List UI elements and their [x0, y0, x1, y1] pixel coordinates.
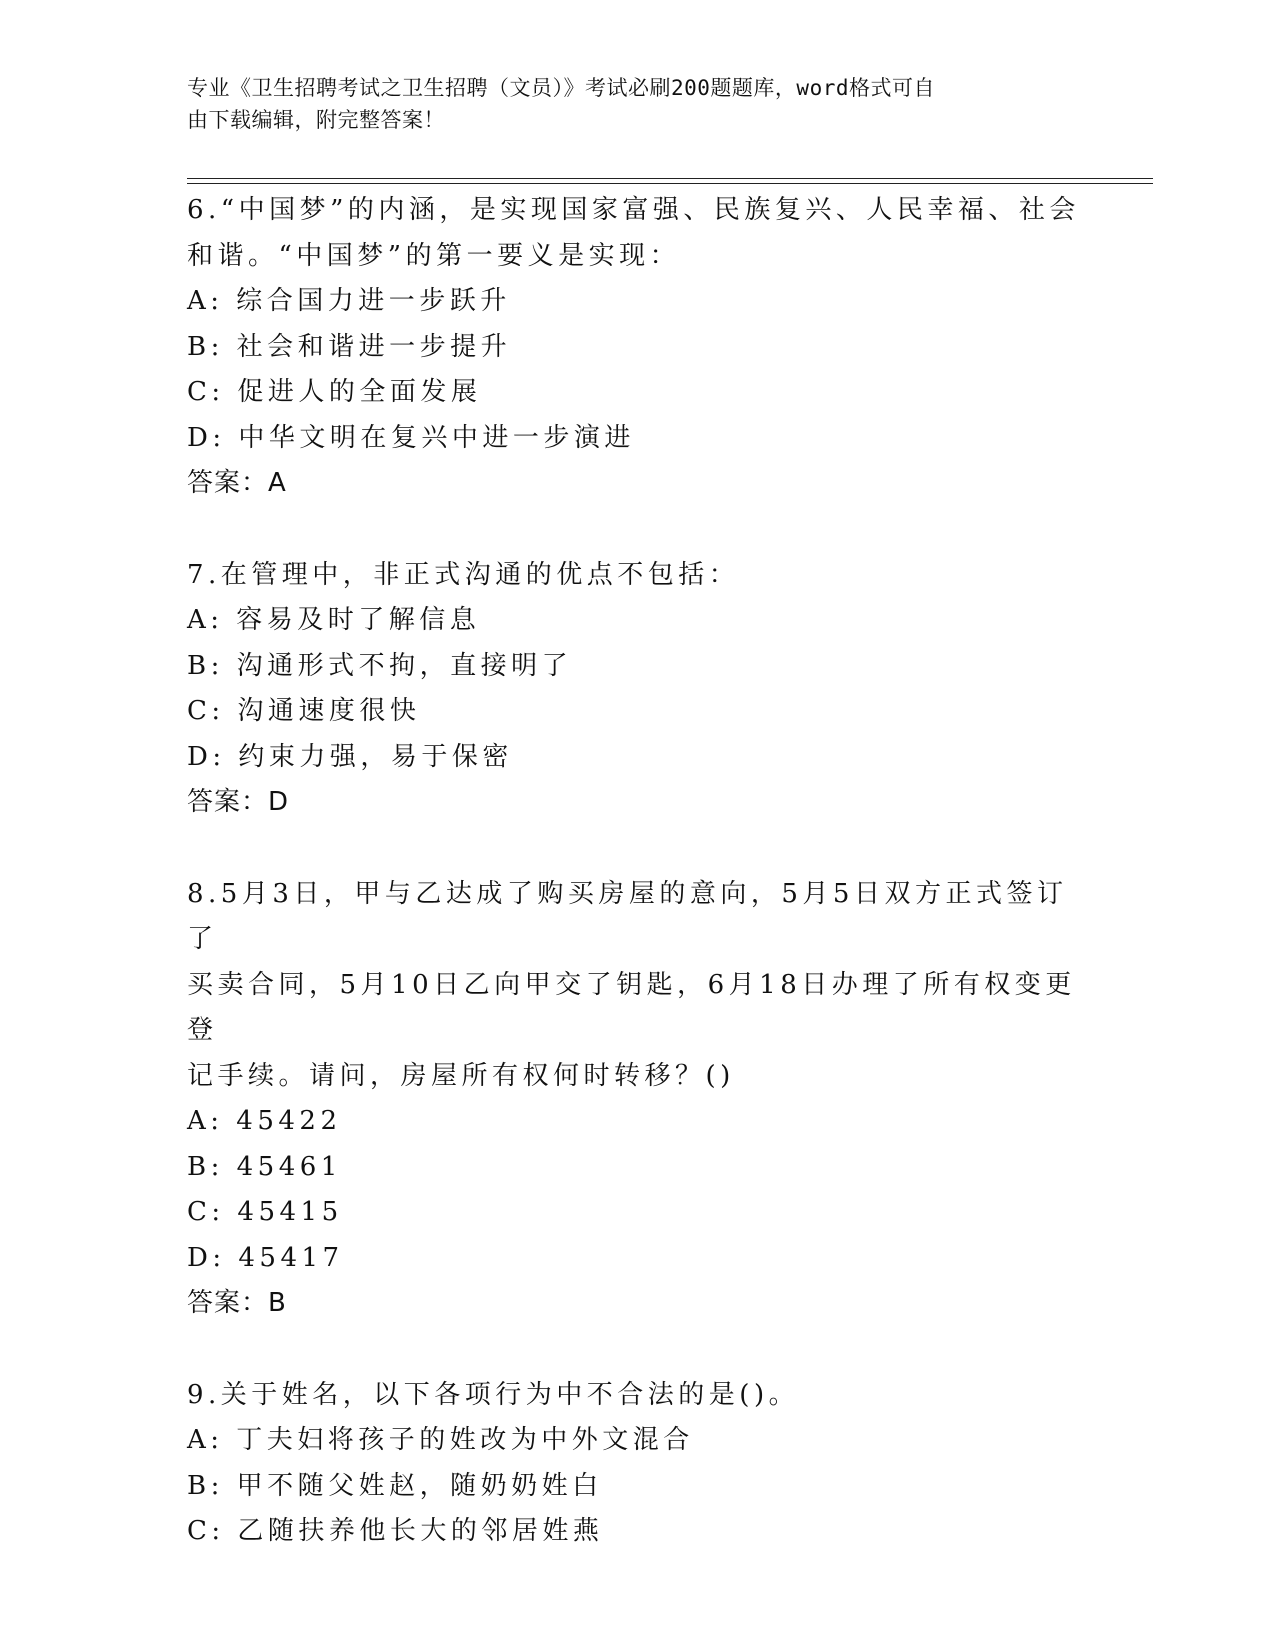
option-a: A: 丁夫妇将孩子的姓改为中外文混合	[187, 1425, 694, 1455]
question-7	[187, 553, 1087, 826]
answer: 答案：D	[187, 787, 290, 817]
question-stem-line: 记手续。请问，房屋所有权何时转移？()	[187, 1060, 735, 1091]
header-divider-bottom	[187, 183, 1153, 184]
option-c: C: 沟通速度很快	[187, 696, 421, 726]
answer: 答案：A	[187, 468, 287, 498]
option-d: D: 中华文明在复兴中进一步演进	[187, 422, 635, 453]
option-a: A: 综合国力进一步跃升	[187, 286, 511, 316]
header-line-1: 专业《卫生招聘考试之卫生招聘（文员）》考试必刷200题题库，word格式可自	[187, 76, 935, 100]
header-line-2: 由下载编辑，附完整答案！	[187, 108, 445, 132]
option-b: B: 甲不随父姓赵，随奶奶姓白	[187, 1470, 603, 1501]
option-b: B: 社会和谐进一步提升	[187, 331, 512, 362]
option-a: A: 45422	[187, 1106, 342, 1136]
question-stem-line: 8.5月3日，甲与乙达成了购买房屋的意向，5月5日双方正式签订了	[187, 878, 1068, 954]
question-stem-line: 6.“中国梦”的内涵，是实现国家富强、民族复兴、人民幸福、社会	[187, 195, 1080, 225]
question-stem-line: 和谐。“中国梦”的第一要义是实现：	[187, 240, 681, 271]
question-stem-line: 买卖合同，5月10日乙向甲交了钥匙，6月18日办理了所有权变更登	[187, 969, 1076, 1045]
question-stem-line: 7.在管理中，非正式沟通的优点不包括：	[187, 559, 740, 590]
option-c: C: 45415	[187, 1197, 343, 1227]
option-d: D: 约束力强，易于保密	[187, 741, 513, 772]
option-b: B: 45461	[187, 1151, 342, 1182]
document-header	[187, 72, 1087, 136]
question-list	[187, 188, 1087, 1601]
option-c: C: 促进人的全面发展	[187, 377, 482, 407]
question-6	[187, 188, 1087, 507]
header-divider-top	[187, 178, 1153, 179]
option-d: D: 45417	[187, 1242, 344, 1273]
option-c: C: 乙随扶养他长大的邻居姓燕	[187, 1516, 604, 1546]
option-b: B: 沟通形式不拘，直接明了	[187, 650, 573, 681]
question-stem-line: 9.关于姓名，以下各项行为中不合法的是()。	[187, 1379, 800, 1410]
answer: 答案：B	[187, 1288, 287, 1318]
option-a: A: 容易及时了解信息	[187, 605, 481, 635]
question-8	[187, 872, 1087, 1327]
question-9	[187, 1373, 1087, 1555]
